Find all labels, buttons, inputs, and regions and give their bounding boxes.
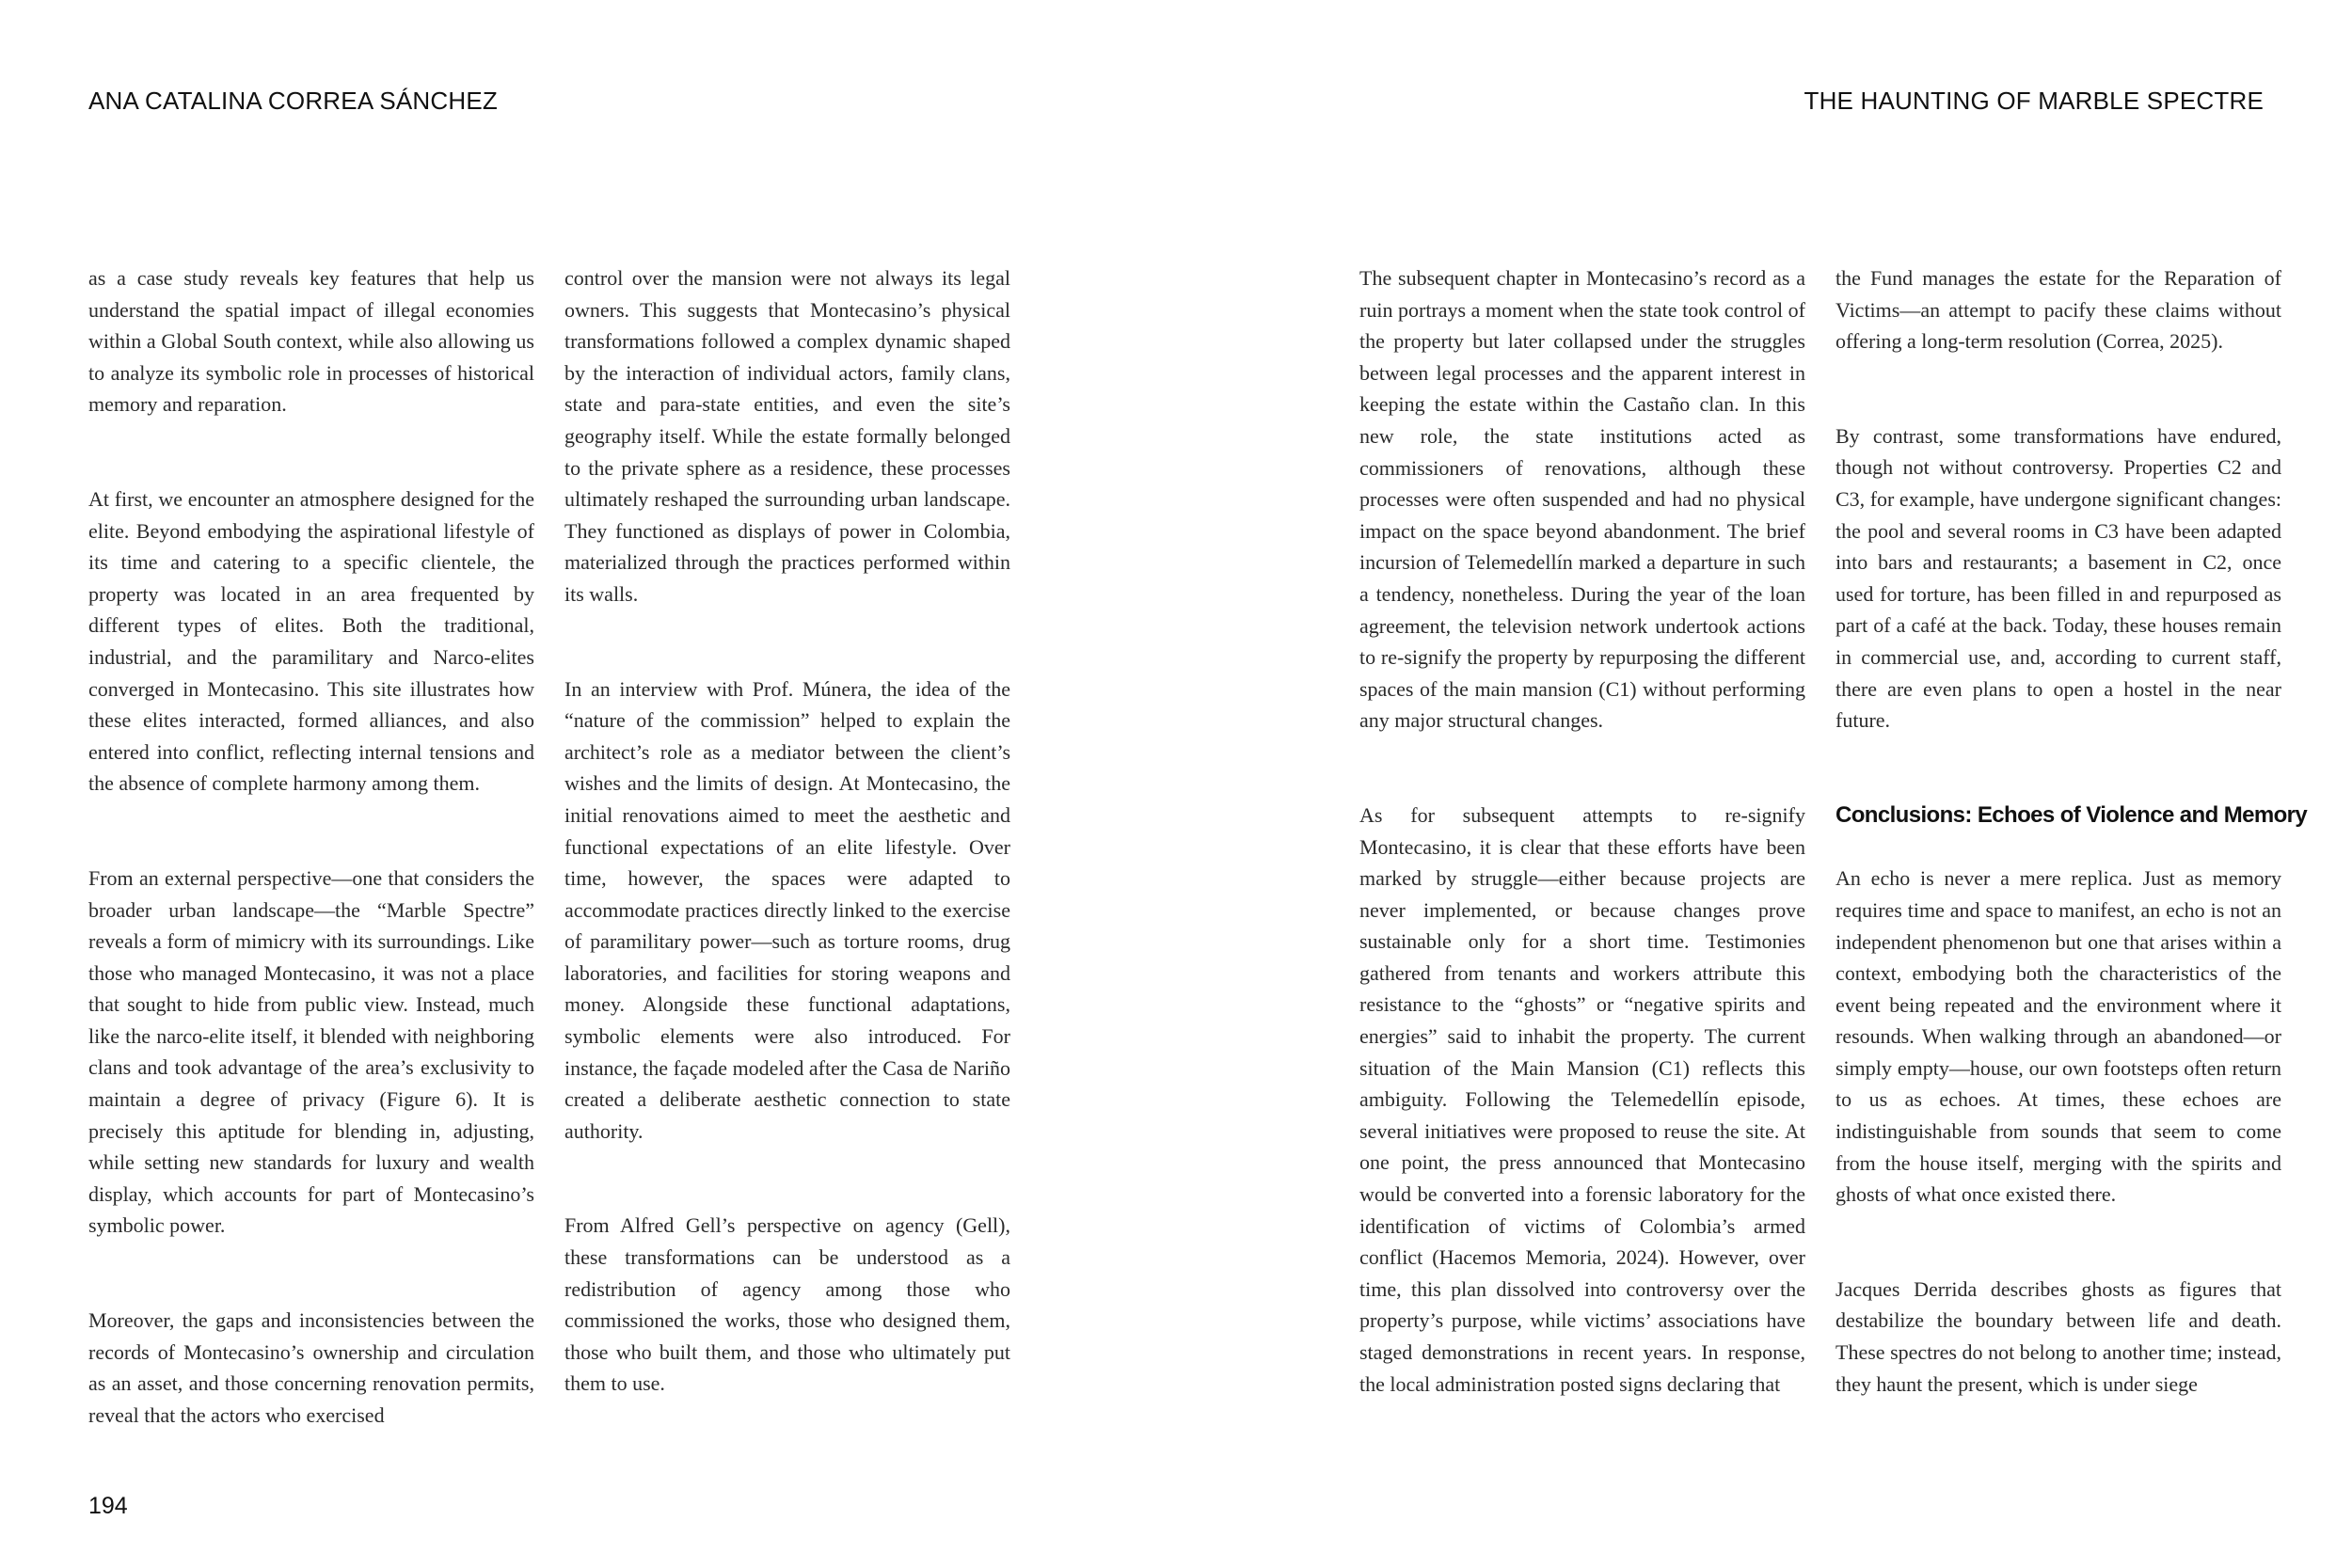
paragraph: As for subsequent attempts to re-signify Montecasino, it is clear that these efforts have been marked by struggle—either because projects are never implemented, or because changes prove sustainable only for a short time. Testimonies gathered from tenants and workers attribute this resistance to the “ghosts” or “negative spirits and energies” said to inhabit the property. The current situation of the Main Mansion (C1) reflects this ambiguity. Following the Telemedellín episode, several initiatives were proposed to reuse the site. At one point, the press announced that Montecasino would be converted into a forensic laboratory for the identification of victims of Colombia’s armed conflict (Hacemos Memoria, 2024). However, over time, this plan dissolved into controversy over the property’s purpose, while victims’ associations have staged demonstrations in recent years. In response, the local administration posted signs declaring that (1359, 802, 1805, 1396)
left-page-column-2 (564, 262, 1010, 1400)
running-head-title: THE HAUNTING OF MARBLE SPECTRE (1804, 87, 2264, 115)
paragraph: At first, we encounter an atmosphere designed for the elite. Beyond embodying the aspirational lifestyle of its time and catering to a specific clientele, the property was located in an area frequented by different types of elites. Both the traditional, industrial, and the paramilitary and Narco-elites converged in Montecasino. This site illustrates how these elites interacted, formed alliances, and also entered into conflict, reflecting internal tensions and the absence of complete harmony among them. (88, 486, 534, 796)
left-page-column-1 (88, 262, 534, 1431)
paragraph: From Alfred Gell’s perspective on agency (Gell), these transformations can be understood as a redistribution of agency among those who commissioned the works, those who designed them, those who built them, and those who ultimately put them to use. (564, 1213, 1010, 1396)
right-page-column-2 (1836, 262, 2308, 1400)
paragraph: The subsequent chapter in Montecasino’s record as a ruin portrays a moment when the state took control of the property but later collapsed under the struggles between legal processes and the apparent interest in keeping the estate within the Castaño clan. In this new role, the state institutions acted as commissioners of renovations, although these processes were often suspended and had no physical impact on the space beyond abandonment. The brief incursion of Telemedellín marked a departure in such a tendency, nonetheless. During the year of the loan agreement, the television network undertook actions to re-signify the property by repurposing the different spaces of the main mansion (C1) without performing any major structural changes. (1359, 266, 1805, 733)
paragraph: the Fund manages the estate for the Reparation of Victims—an attempt to pacify these claims without offering a long-term resolution (Correa, 2025). (1836, 266, 2281, 354)
paragraph: An echo is never a mere replica. Just as memory requires time and space to manifest, an echo is not an independent phenomenon but one that arises within a context, embodying both the characteristics of the event being repeated and the environment where it resounds. When walking through an abandoned—or simply empty—house, our own footsteps often return to us as echoes. At times, these echoes are indistinguishable from sounds that seem to come from the house itself, merging with the spirits and ghosts of what once existed there. (1836, 866, 2281, 1207)
page-number: 194 (88, 1493, 128, 1519)
paragraph: Moreover, the gaps and inconsistencies between the records of Montecasino’s ownership and circulation as an asset, and those concerning renovation permits, reveal that the actors who exercised (88, 1308, 534, 1427)
paragraph: control over the mansion were not always its legal owners. This suggests that Montecasino’s physical transformations followed a complex dynamic shaped by the interaction of individual actors, family clans, state and para-state entities, and even the site’s geography itself. While the estate formally belonged to the private sphere as a residence, these processes ultimately reshaped the surrounding urban landscape. They functioned as displays of power in Colombia, materialized through the practices performed within its walls. (564, 266, 1010, 606)
paragraph: In an interview with Prof. Múnera, the idea of the “nature of the commission” helped to explain the architect’s role as a mediator between the client’s wishes and the limits of design. At Montecasino, the initial renovations aimed to meet the aesthetic and functional expectations of an elite lifestyle. Over time, however, the spaces were adapted to accommodate practices directly linked to the exercise of paramilitary power—such as torture rooms, drug laboratories, and facilities for storing weapons and money. Alongside these functional adaptations, symbolic elements were also introduced. For instance, the façade modeled after the Casa de Nariño created a deliberate aesthetic connection to state authority. (564, 676, 1010, 1143)
running-head-author: ANA CATALINA CORREA SÁNCHEZ (88, 87, 498, 115)
paragraph: From an external perspective—one that considers the broader urban landscape—the “Marble Spectre” reveals a form of mimicry with its surroundings. Like those who managed Montecasino, it was not a place that sought to hide from public view. Instead, much like the narco-elite itself, it blended with neighboring clans and took advantage of the area’s exclusivity to maintain a degree of privacy (Figure 6). It is precisely this aptitude for blending in, adjusting, while setting new standards for luxury and wealth display, which accounts for part of Montecasino’s symbolic power. (88, 865, 534, 1238)
section-heading: Conclusions: Echoes of Violence and Memory (1836, 801, 2308, 828)
paragraph: as a case study reveals key features that help us understand the spatial impact of illegal economies within a Global South context, while also allowing us to analyze its symbolic role in processes of historical memory and reparation. (88, 266, 534, 417)
right-page-column-1 (1359, 262, 1805, 1400)
paragraph: By contrast, some transformations have endured, though not without controversy. Properties C2 and C3, for example, have undergone significant changes: the pool and several rooms in C3 have been adapted into bars and restaurants; a basement in C2, once used for torture, has been filled in and repurposed as part of a café at the back. Today, these houses remain in commercial use, and, according to current staff, there are even plans to open a hostel in the near future. (1836, 423, 2281, 733)
paragraph: Jacques Derrida describes ghosts as figures that destabilize the boundary between life and death. These spectres do not belong to another time; instead, they haunt the present, which is under siege (1836, 1276, 2281, 1396)
